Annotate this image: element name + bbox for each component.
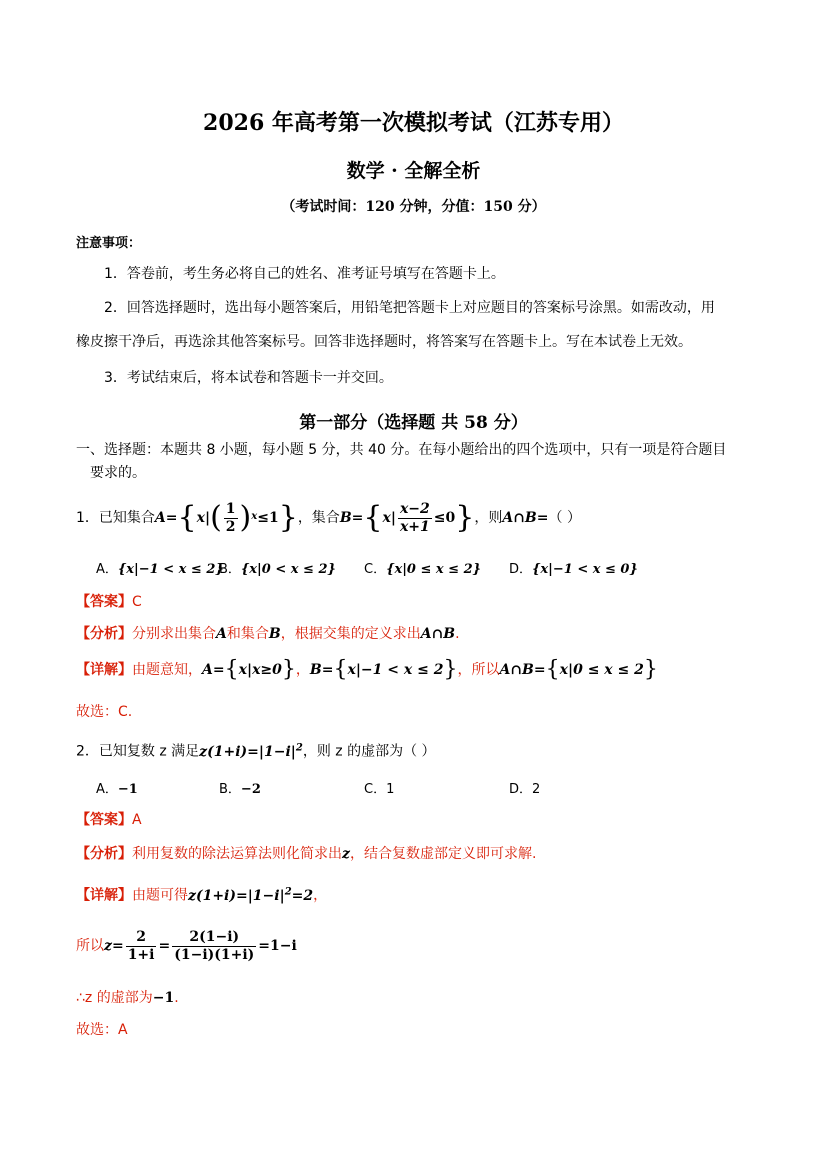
q2-option-b: B．−2 xyxy=(219,782,261,797)
intersection-formula: A∩B xyxy=(502,510,537,526)
q1-prefix: 1．已知集合 xyxy=(76,510,155,526)
q2-option-c: C．1 xyxy=(364,782,395,797)
exam-info: （考试时间：120 分钟，分值：150 分） xyxy=(281,199,546,215)
section-title: 第一部分（选择题 共 58 分） xyxy=(299,413,528,433)
note-item-2-line-2: 橡皮擦干净后，再选涂其他答案标号。回答非选择题时，将答案写在答题卡上。写在本试卷上无效。 xyxy=(76,334,692,350)
section-intro-line-2: 要求的。 xyxy=(90,465,146,481)
q1-mid: ，集合 xyxy=(297,510,340,526)
document-title: 2026 年高考第一次模拟考试（江苏专用） xyxy=(203,110,624,136)
q1-option-b: B．{x|0 < x ≤ 2} xyxy=(219,562,336,577)
q2-condition-formula: $z(1+i)=|1-i|^2$ xyxy=(199,742,303,760)
q1-analysis: 【分析】分别求出集合A和集合B，根据交集的定义求出A∩B. xyxy=(76,626,460,642)
q2-derivation: 所以 z = $\frac{2}{1+i}$ = $\frac{2(1-i)}{(1-i)(1+i)}$ =1−i xyxy=(76,928,297,963)
notes-title: 注意事项： xyxy=(76,236,142,251)
q1-conclusion: 故选：C. xyxy=(76,704,133,720)
set-a-formula: A = { x | ( $\frac{1}{2}$ ) x ≤1 } xyxy=(154,500,298,535)
document-subtitle: 数学 · 全解全析 xyxy=(346,160,481,182)
q1-paren: （ ） xyxy=(548,510,581,526)
q1-answer: 【答案】C xyxy=(76,594,142,610)
q1-option-a: A．{x|−1 < x ≤ 2} xyxy=(96,562,224,577)
z-formula: z = $\frac{2}{1+i}$ = $\frac{2(1-i)}{(1-i)(1+i)}$ =1−i xyxy=(104,928,297,963)
question-1: 1．已知集合 A = { x | ( $\frac{1}{2}$ ) x ≤1 } ，集合 B = { x | $\frac{x-2}{x+1}$ ≤0 } ，则 A∩B = （ ） xyxy=(76,500,581,535)
q2-answer: 【答案】A xyxy=(76,812,142,828)
q1-option-c: C．{x|0 ≤ x ≤ 2} xyxy=(364,562,482,577)
note-item-1: 1．答卷前，考生务必将自己的姓名、准考证号填写在答题卡上。 xyxy=(104,266,505,282)
q2-therefore: ∴z 的虚部为−1. xyxy=(76,990,179,1006)
question-2: 2．已知复数 z 满足$z(1+i)=|1-i|^2$，则 z 的虚部为（ ） xyxy=(76,742,436,760)
q1-detail: 【详解】由题意知，A={x|x≥0}，B={x|−1 < x ≤ 2}，所以A∩B={x|0 ≤ x ≤ 2} xyxy=(76,657,658,682)
note-item-3: 3．考试结束后，将本试卷和答题卡一并交回。 xyxy=(104,370,393,386)
q2-conclusion: 故选：A xyxy=(76,1022,128,1038)
q1-option-d: D．{x|−1 < x ≤ 0} xyxy=(509,562,638,577)
q1-suffix: ，则 xyxy=(474,510,503,526)
q2-analysis: 【分析】利用复数的除法运算法则化简求出z，结合复数虚部定义即可求解. xyxy=(76,846,537,862)
q2-detail: 【详解】由题可得$z(1+i)=|1-i|^2=2$， xyxy=(76,886,328,904)
q2-option-d: D．2 xyxy=(509,782,541,797)
q2-option-a: A．−1 xyxy=(96,782,138,797)
set-b-formula: B = { x | $\frac{x-2}{x+1}$ ≤0 } xyxy=(339,500,475,535)
note-item-2-line-1: 2．回答选择题时，选出每小题答案后，用铅笔把答题卡上对应题目的答案标号涂黑。如需改动，用 xyxy=(104,300,715,316)
section-intro-line-1: 一、选择题：本题共 8 小题，每小题 5 分，共 40 分。在每小题给出的四个选项中，只有一项是符合题目 xyxy=(76,442,727,458)
